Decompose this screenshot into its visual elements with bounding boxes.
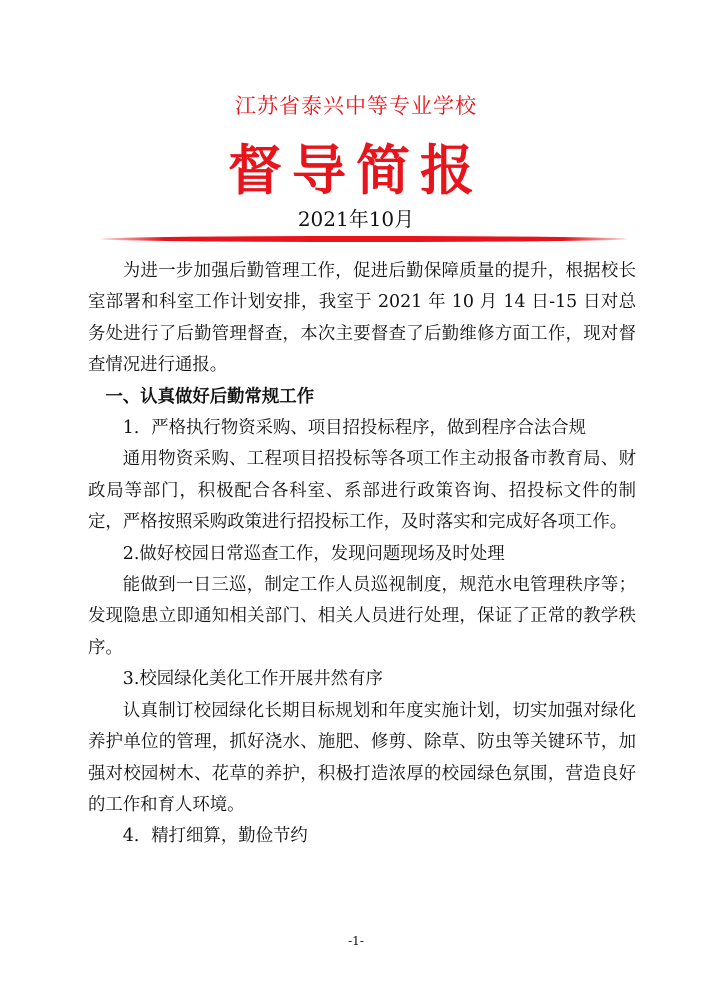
section-heading: 一、认真做好后勤常规工作 <box>105 386 315 407</box>
paragraph-2: 能做到一日三巡，制定工作人员巡视制度，规范水电管理秩序等；发现隐患立即通知相关部门、相关人员进行处理，保证了正常的教学秩序。 <box>88 575 636 658</box>
subheading-1: 1．严格执行物资采购、项目招投标程序，做到程序合法合规 <box>122 418 587 439</box>
red-divider-line <box>100 236 628 242</box>
subheading-2: 2.做好校园日常巡查工作，发现问题现场及时处理 <box>122 543 505 564</box>
page-number: -1- <box>348 934 364 948</box>
intro-paragraph: 为进一步加强后勤管理工作，促进后勤保障质量的提升，根据校长室部署和科室工作计划安排，我室于 2021 年 10 月 14 日-15 日对总务处进行了后勤管理督查，本次主要督查了后勤维修方面工作，现对督查情况进行通报。 <box>88 261 636 376</box>
subheading-4: 4．精打细算，勤俭节约 <box>122 826 308 847</box>
document-title: 督导简报 <box>228 139 484 202</box>
paragraph-1: 通用物资采购、工程项目招投标等各项工作主动报备市教育局、财政局等部门，积极配合各科室、系部进行政策咨询、招投标文件的制定，严格按照采购政策进行招投标工作，及时落实和完成好各项工作。 <box>88 449 636 533</box>
school-name: 江苏省泰兴中等专业学校 <box>235 94 477 118</box>
document-body <box>88 256 636 853</box>
paragraph-3: 认真制订校园绿化长期目标规划和年度实施计划，切实加强对绿化养护单位的管理，抓好浇水、施肥、修剪、除草、防虫等关键环节，加强对校园树木、花草的养护，积极打造浓厚的校园绿色氛围，营造良好的工作和育人环境。 <box>88 700 636 815</box>
issue-date: 2021年10月 <box>297 207 415 231</box>
subheading-3: 3.校园绿化美化工作开展井然有序 <box>122 669 383 690</box>
